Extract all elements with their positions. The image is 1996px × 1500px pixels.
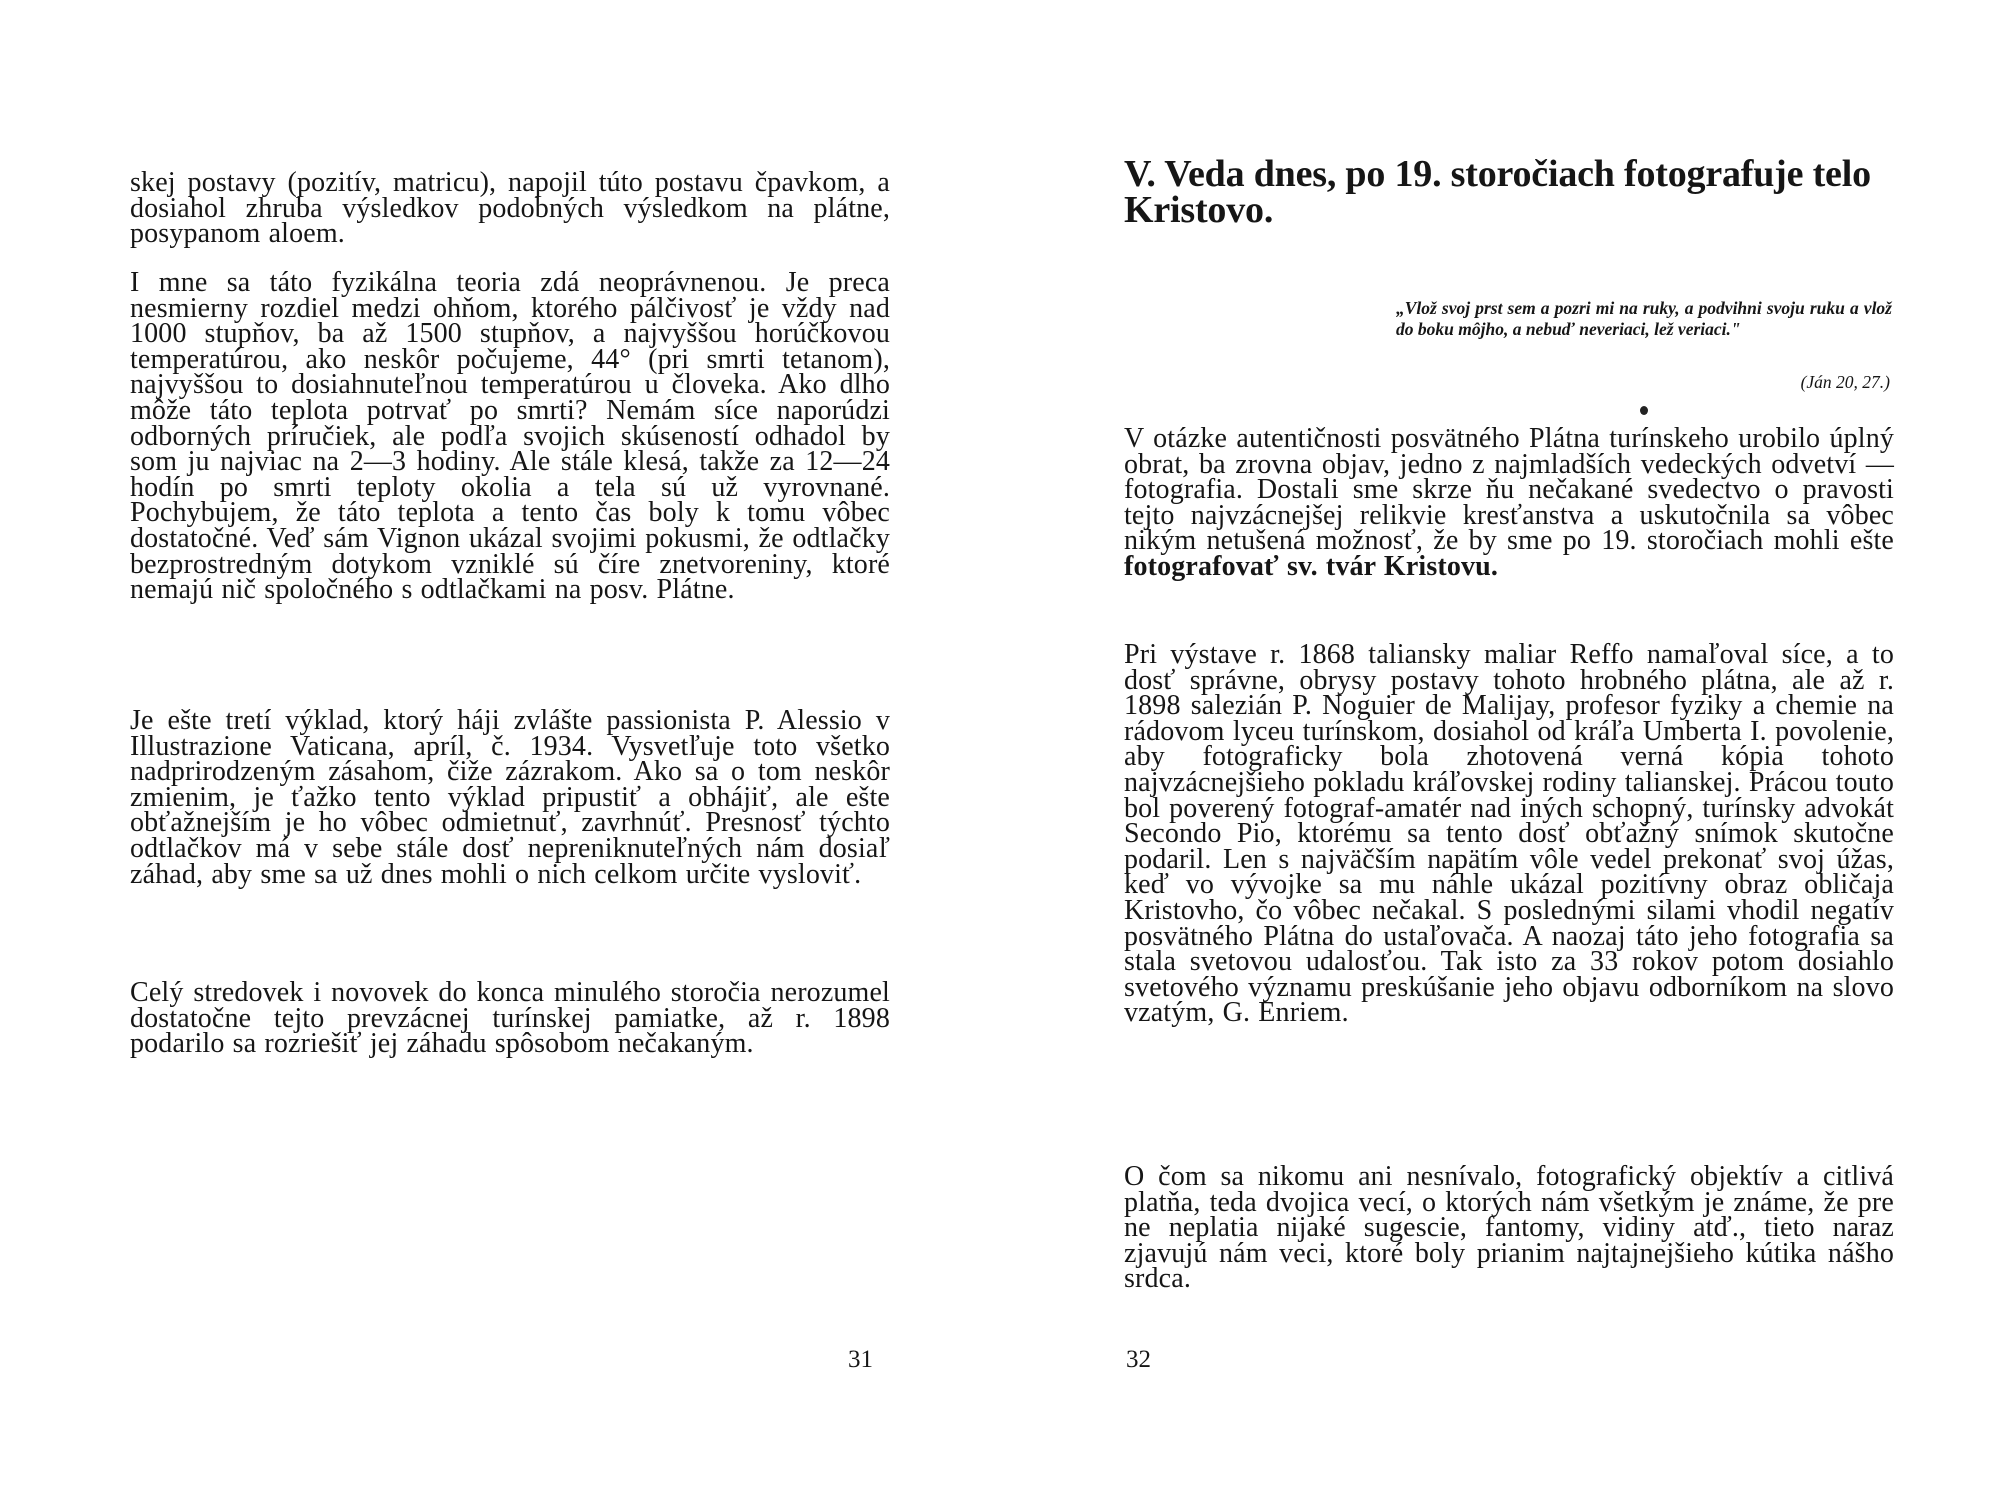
bullet-separator [1640,406,1648,415]
right-paragraph-1 [1124,423,1894,582]
right-paragraph-1-emphasis: fotografovať sv. tvár Kristovu. [1124,550,1499,582]
left-paragraph-2: I mne sa táto fyzikálna teoria zdá neoprávnenou. Je preca nesmierny rozdiel medzi ohňom, ktorého pálčivosť je vždy nad 1000 stupňov, ba až 1500 stupňov, a najvyššou horúčkovou temperatúrou, ako neskôr počujeme, 44° (pri smrti tetanom), najvyššou to dosiahnuteľnou temperatúrou u človeka. Ako dlho môže táto teplota potrvať po smrti? Nemám síce naporúdzi odborných príručiek, ale podľa svojich skúseností odhadol by som ju najviac na 2—3 hodiny. Ale stále klesá, takže za 12—24 hodín po smrti teploty okolia a tela sú už vyrovnané. Pochybujem, že táto teplota a tento čas boly k tomu vôbec dostatočné. Veď sám Vignon ukázal svojimi pokusmi, že odtlačky bezprostredným dotykom vzniklé sú číre znetvoreniny, ktoré nemajú nič spoločného s odtlačkami na posv. Plátne. [130,267,890,606]
right-paragraph-2: Pri výstave r. 1868 taliansky maliar Reffo namaľoval síce, a to dosť správne, obrysy postavy tohoto hrobného plátna, ale až r. 1898 salezián P. Noguier de Malijay, profesor fyziky a chemie na rádovom lyceu turínskom, dosiahol od kráľa Umberta I. povolenie, aby fotograficky bola zhotovená verná kópia tohoto najvzácnejšieho pokladu kráľovskej rodiny talianskej. Prácou touto bol poverený fotograf-amatér nad iných schopný, turínsky advokát Secondo Pio, ktorému sa tento dosť obťažný snímok skutočne podaril. Len s najväčším napätím vôle vedel prekonať svoj úžas, keď vo vývojke sa mu náhle ukázal pozitívny obraz obličaja Kristovho, čo vôbec nečakal. S poslednými silami vhodil negatív posvätného Plátna do ustaľovača. A naozaj táto jeho fotografia sa stala svetovou udalosťou. Tak isto za 33 rokov potom dosiahlo svetového významu preskúšanie jeho objavu odborníkom na slovo vzatým, G. Enriem. [1124,639,1894,1029]
page-number-right: 32 [1126,1346,1151,1373]
motto-quote: „Vlož svoj prst sem a pozri mi na ruky, a podvihni svoju ruku a vlož do boku môjho, a nebuď neveriaci, lež veriaci." [1396,298,1892,339]
motto-reference: (Ján 20, 27.) [1800,372,1890,392]
right-paragraph-1-text: V otázke autentičnosti posvätného Plátna turínskeho urobilo úplný obrat, ba zrovna objav, jedno z najmladších vedeckých odvetví — fotografia. Dostali sme skrze ňu nečakané svedectvo o pravosti tejto najvzácnejšej relikvie kresťanstva a uskutočnila sa vôbec nikým netušená možnosť, že by sme po 19. storočiach mohli ešte [1124,423,1894,557]
left-paragraph-3: Je ešte tretí výklad, ktorý háji zvlášte passionista P. Alessio v Illustrazione Vaticana, apríl, č. 1934. Vysvetľuje toto všetko nadprirodzeným zásahom, čiže zázrakom. Ako sa o tom neskôr zmienim, je ťažko tento výklad pripustiť a obhájiť, ale ešte obťažnejším je ho vôbec odmietnuť, zavrhnúť. Presnosť týchto odtlačkov má v sebe stále dosť nepreniknuteľných nám dosiaľ záhad, aby sme sa už dnes mohli o nich celkom určite vysloviť. [130,705,890,890]
left-paragraph-1: skej postavy (pozitív, matricu), napojil túto postavu čpavkom, a dosiahol zhruba výsledkov podobných výsledkom na plátne, posypanom aloem. [130,167,890,250]
page-number-left: 31 [848,1346,873,1373]
right-paragraph-3: O čom sa nikomu ani nesnívalo, fotografický objektív a citlivá platňa, teda dvojica vecí, o ktorých nám všetkým je známe, že pre ne neplatia nijaké sugescie, fantomy, vidiny atď., tieto naraz zjavujú nám veci, ktoré boly prianim najtajnejšieho kútika nášho srdca. [1124,1161,1894,1295]
chapter-title: V. Veda dnes, po 19. storočiach fotografuje telo Kristovo. [1124,153,1871,231]
left-paragraph-4: Celý stredovek i novovek do konca minulého storočia nerozumel dostatočne tejto prevzácnej turínskej pamiatke, až r. 1898 podarilo sa rozriešiť jej záhadu spôsobom nečakaným. [130,977,890,1060]
